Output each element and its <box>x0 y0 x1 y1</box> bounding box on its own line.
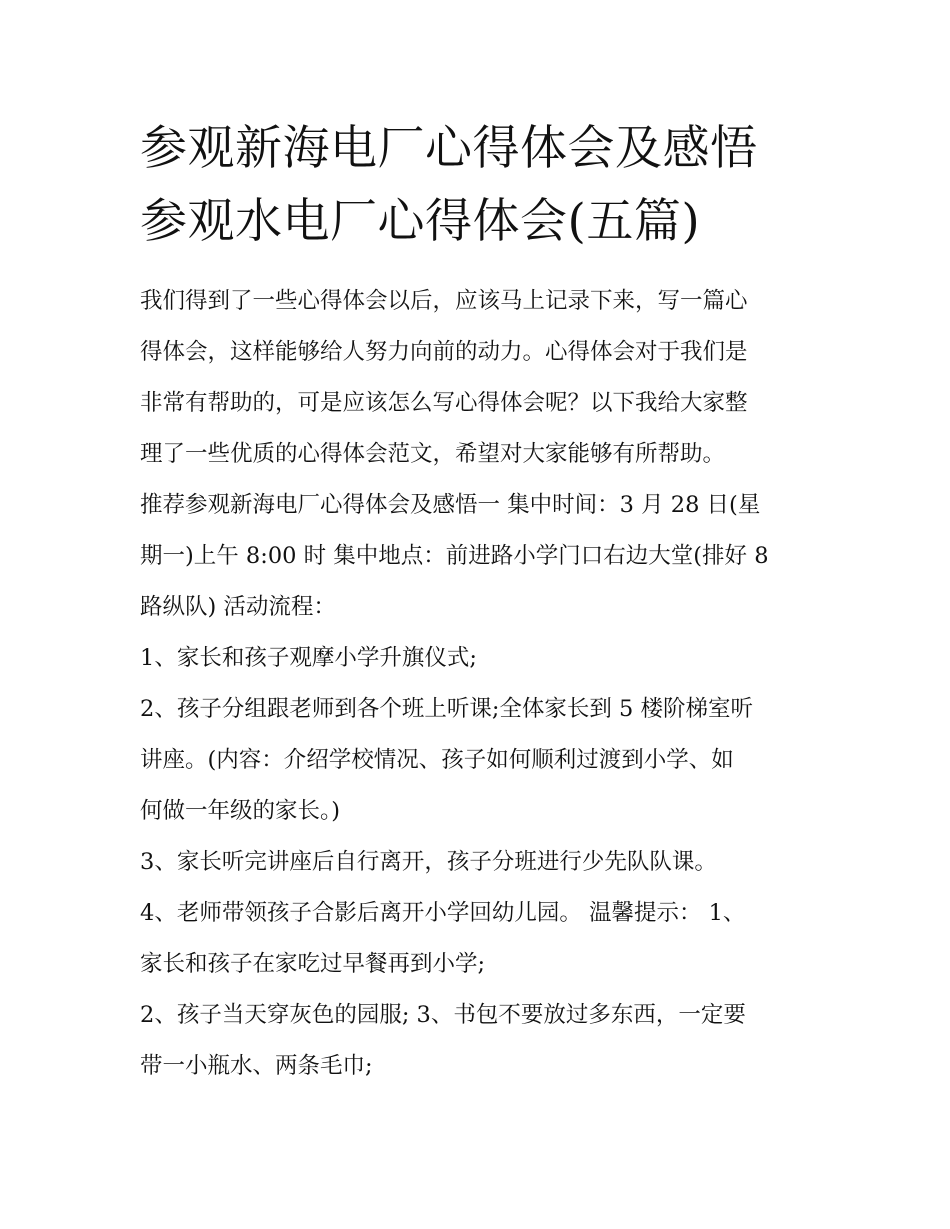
body-line: 带一小瓶水、两条毛巾; <box>140 1053 373 1079</box>
body-line: 期一)上午 8:00 时 集中地点：前进路小学门口右边大堂(排好 8 <box>140 543 769 569</box>
list-item: 2、孩子当天穿灰色的园服; 3、书包不要放过多东西，一定要 <box>140 1002 746 1028</box>
body-line: 非常有帮助的，可是应该怎么写心得体会呢？以下我给大家整 <box>140 390 748 416</box>
list-item: 3、家长听完讲座后自行离开，孩子分班进行少先队队课。 <box>140 849 717 875</box>
body-line: 何做一年级的家长。) <box>140 798 341 824</box>
body-line: 家长和孩子在家吃过早餐再到小学; <box>140 951 486 977</box>
title-line-2: 参观水电厂心得体会(五篇) <box>140 194 701 249</box>
body-line: 理了一些优质的心得体会范文，希望对大家能够有所帮助。 <box>140 441 726 467</box>
page-title <box>140 112 840 258</box>
body-line: 我们得到了一些心得体会以后，应该马上记录下来，写一篇心 <box>140 288 748 314</box>
list-item: 4、老师带领孩子合影后离开小学回幼儿园。 温馨提示： 1、 <box>140 900 746 926</box>
body-line: 讲座。(内容：介绍学校情况、孩子如何顺利过渡到小学、如 <box>140 747 734 773</box>
title-line-1: 参观新海电厂心得体会及感悟 <box>140 121 758 176</box>
body-line: 推荐参观新海电厂心得体会及感悟一 集中时间：3 月 28 日(星 <box>140 492 761 518</box>
list-item: 2、孩子分组跟老师到各个班上听课;全体家长到 5 楼阶梯室听 <box>140 696 754 722</box>
list-item: 1、家长和孩子观摩小学升旗仪式; <box>140 645 477 671</box>
body-line: 得体会，这样能够给人努力向前的动力。心得体会对于我们是 <box>140 339 748 365</box>
body-line: 路纵队) 活动流程： <box>140 594 336 620</box>
